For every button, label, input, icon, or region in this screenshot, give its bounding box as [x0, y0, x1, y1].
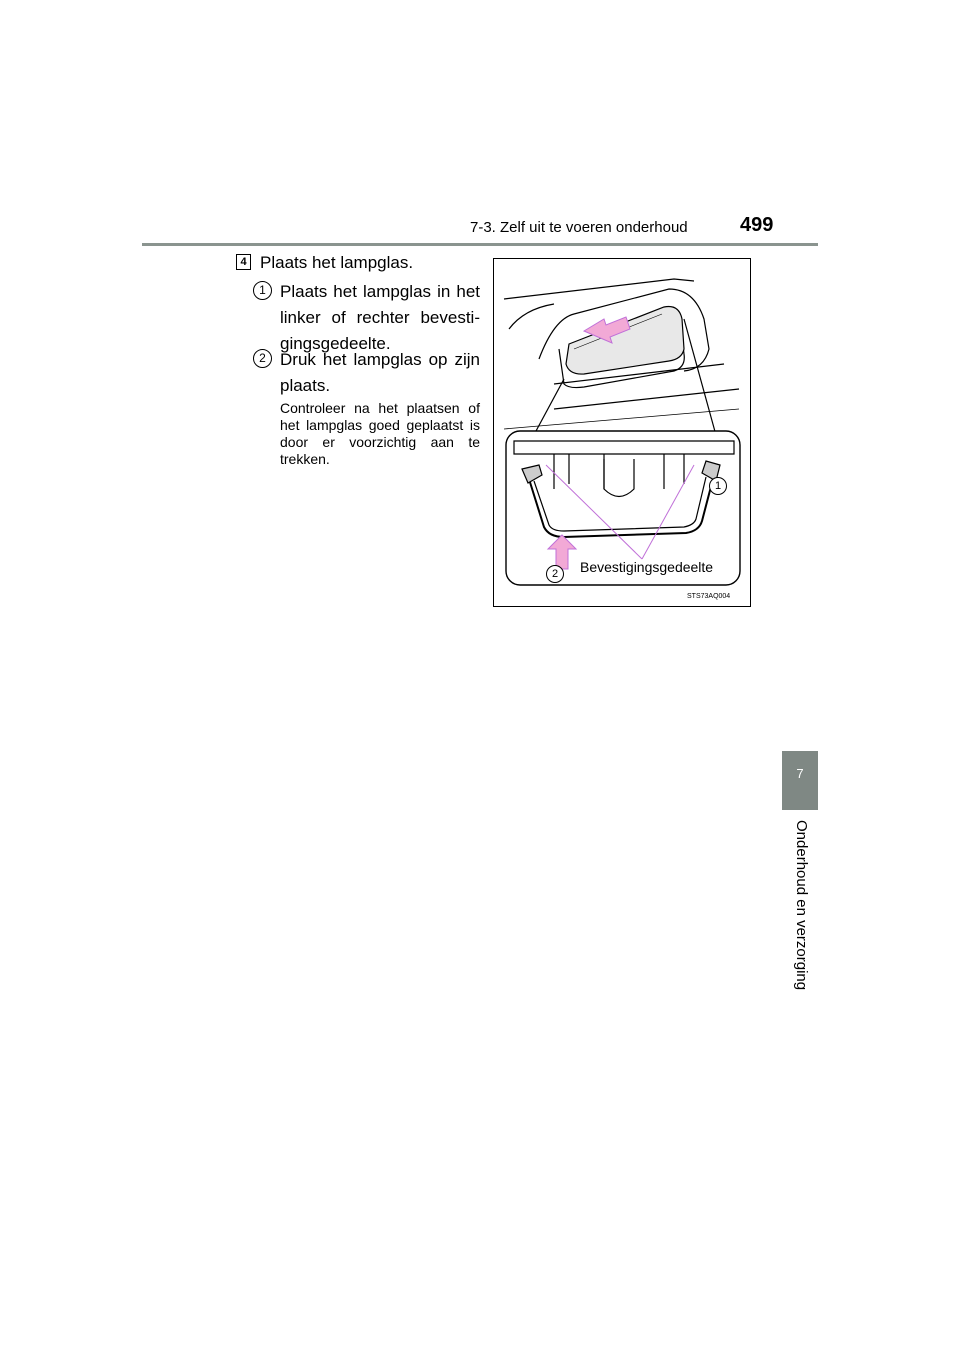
callout-2-icon: 2 — [546, 565, 564, 583]
callout-1-icon: 1 — [709, 477, 727, 495]
header-section-title: 7-3. Zelf uit te voeren onderhoud — [470, 219, 688, 236]
substep-icon-1: 1 — [253, 281, 272, 300]
figure-code: STS73AQ004 — [687, 593, 731, 600]
chapter-side-title: Onderhoud en verzorging — [793, 820, 810, 991]
substep-text-1: Plaats het lampglas in het linker of rechter bevesti-gingsgedeelte. — [280, 282, 480, 353]
chapter-tab — [782, 751, 818, 810]
substep-text-2: Druk het lampglas op zijn plaats. — [280, 350, 480, 395]
substep-icon-2: 2 — [253, 349, 272, 368]
step-number-box: 4 — [236, 254, 251, 270]
header-rule — [142, 243, 818, 246]
step-title: Plaats het lampglas. — [260, 253, 414, 272]
illustration-figure — [493, 258, 751, 607]
figure-label: Bevestigingsgedeelte — [580, 559, 714, 575]
lamp-illustration — [494, 259, 750, 606]
step-note: Controleer na het plaatsen of het lampglas goed geplaatst is door er voorzichtig aan te trekken. — [280, 400, 480, 467]
page-number: 499 — [740, 214, 774, 236]
chapter-number: 7 — [796, 766, 804, 781]
